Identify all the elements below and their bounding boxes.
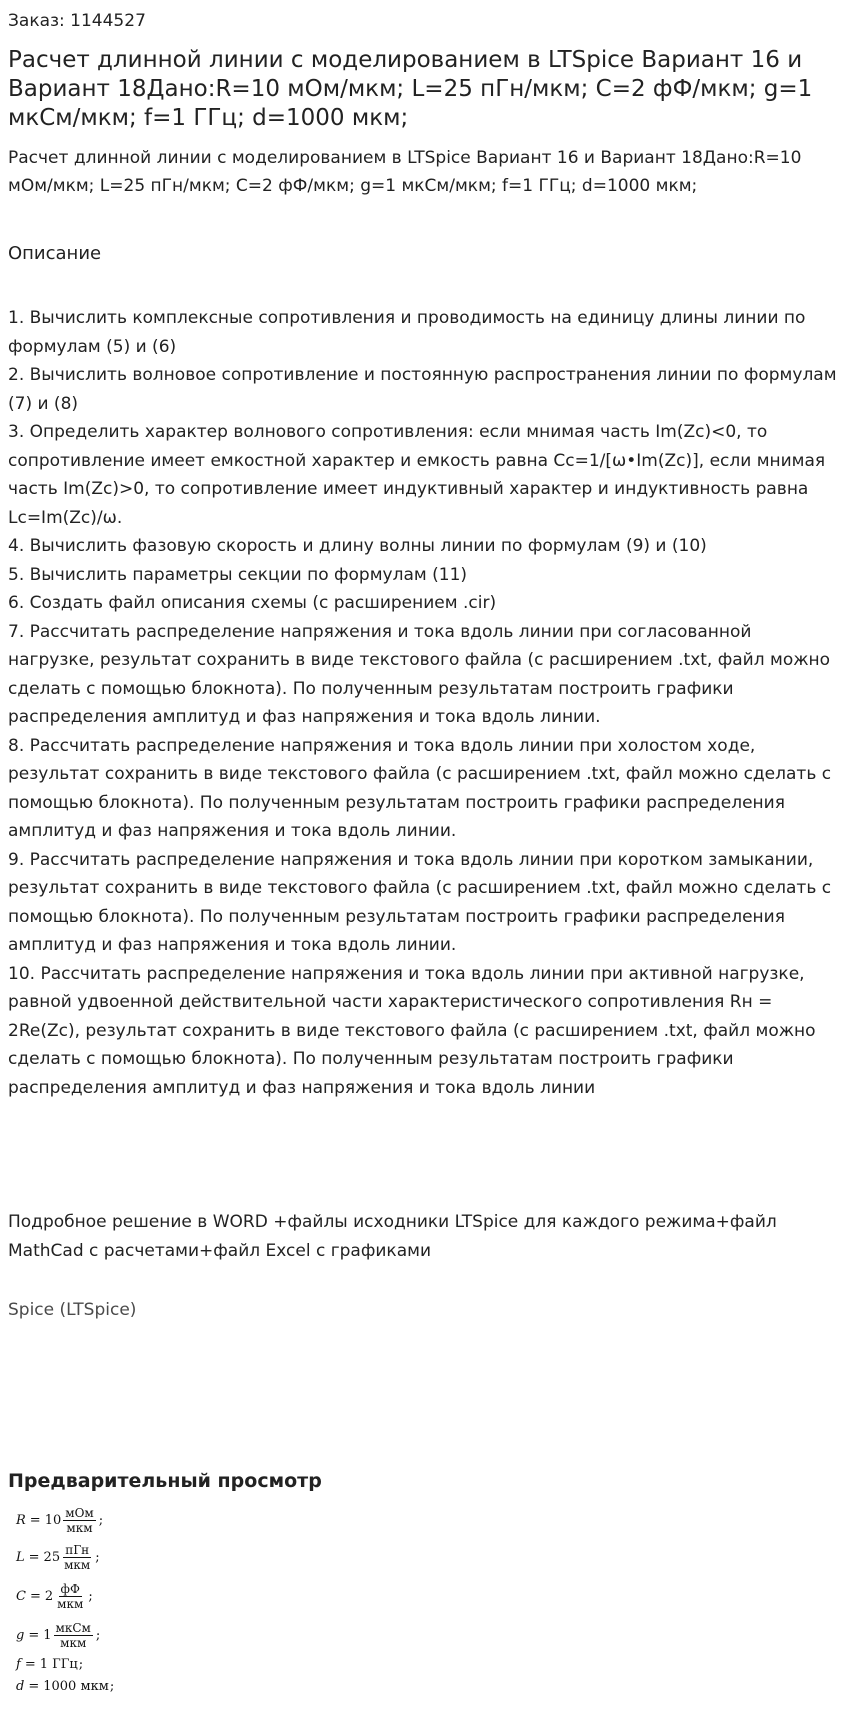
page-title: Расчет длинной линии с моделированием в LTSpice Вариант 16 и Вариант 18Дано:R=10 мОм/мкм; L=25 пГн/мкм; C=2 фФ/мкм; g=1 мкСм/мкм; f=1 ГГц; d=1000 мкм;	[8, 47, 813, 131]
semicolon: ;	[78, 1656, 84, 1672]
equals-sign: =	[29, 1512, 41, 1528]
semicolon: ;	[95, 1627, 101, 1643]
formula-f	[16, 1652, 83, 1676]
formula-d	[16, 1674, 114, 1698]
step-item: 7. Рассчитать распределение напряжения и тока вдоль линии при согласованной нагрузке, результат сохранить в виде текстового файла (с расширением .txt, файл можно сделать с помощью блокнота). По полученным результатам построить графики распределения амплитуд и фаз напряжения и тока вдоль линии.	[8, 621, 831, 727]
unit-denominator: мкм	[57, 1596, 84, 1611]
unit-numerator: мкСм	[55, 1620, 91, 1635]
formula-c	[16, 1578, 93, 1614]
step-item: 10. Рассчитать распределение напряжения и тока вдоль линии при активной нагрузке, равной удвоенной действительной части характеристического сопротивления Rн = 2Re(Zc), результат сохранить в виде текстового файла (с расширением .txt, файл можно сделать с помощью блокнота). По полученным результатам построить графики распределения амплитуд и фаз напряжения и тока вдоль линии	[8, 963, 816, 1098]
formula-variable: C	[16, 1588, 26, 1604]
preview-heading: Предварительный просмотр	[8, 1470, 322, 1492]
unit-numerator: пГн	[65, 1542, 90, 1557]
deliverables-note: Подробное решение в WORD +файлы исходники LTSpice для каждого режима+файл MathCad с расчетами+файл Excel с графиками	[8, 1212, 777, 1261]
formula-g	[16, 1617, 100, 1653]
step-item: 2. Вычислить волновое сопротивление и постоянную распространения линии по формулам (7) и (8)	[8, 365, 837, 414]
unit-denominator: мкм	[64, 1557, 91, 1572]
unit-fraction	[54, 1621, 93, 1650]
formula-variable: L	[16, 1549, 25, 1565]
unit-denominator: мкм	[66, 1520, 93, 1535]
equals-sign: =	[28, 1678, 40, 1694]
semicolon: ;	[109, 1678, 115, 1694]
formula-variable: g	[16, 1627, 25, 1643]
semicolon: ;	[95, 1549, 100, 1565]
order-number: Заказ: 1144527	[8, 11, 146, 31]
step-item: 1. Вычислить комплексные сопротивления и проводимость на единицу длины линии по формулам (5) и (6)	[8, 308, 806, 357]
equals-sign: =	[28, 1627, 40, 1643]
unit-denominator: мкм	[60, 1635, 87, 1650]
product-summary: Расчет длинной линии с моделированием в LTSpice Вариант 16 и Вариант 18Дано:R=10 мОм/мкм; L=25 пГн/мкм; C=2 фФ/мкм; g=1 мкСм/мкм; f=1 ГГц; d=1000 мкм;	[8, 148, 802, 196]
equals-sign: =	[29, 1588, 41, 1604]
formula-variable: R	[16, 1512, 26, 1528]
unit-fraction	[55, 1582, 85, 1611]
step-item: 9. Рассчитать распределение напряжения и тока вдоль линии при коротком замыкании, результат сохранить в виде текстового файла (с расширением .txt, файл можно сделать с помощью блокнота). По полученным результатам построить графики распределения амплитуд и фаз напряжения и тока вдоль линии.	[8, 849, 832, 955]
unit-fraction	[63, 1506, 96, 1535]
formula-r	[16, 1502, 103, 1538]
formula-l	[16, 1539, 100, 1575]
equals-sign: =	[24, 1656, 36, 1672]
formula-value: 2	[44, 1588, 54, 1604]
preview-image	[16, 1502, 236, 1717]
step-item: 3. Определить характер волнового сопротивления: если мнимая часть Im(Zc)<0, то сопротивление имеет емкостной характер и емкость равна Cc=1/[ω•Im(Zc)], если мнимая часть Im(Zc)>0, то сопротивление имеет индуктивный характер и индуктивность равна Lc=Im(Zc)/ω.	[8, 422, 826, 528]
step-item: 5. Вычислить параметры секции по формулам (11)	[8, 564, 468, 585]
formula-variable: d	[16, 1678, 25, 1694]
semicolon: ;	[98, 1512, 104, 1528]
step-item: 4. Вычислить фазовую скорость и длину волны линии по формулам (9) и (10)	[8, 536, 707, 556]
formula-value: 1000 мкм	[43, 1678, 109, 1694]
formula-value: 1	[43, 1627, 52, 1643]
category-tag-link[interactable]: Spice (LTSpice)	[8, 1300, 137, 1320]
formula-value: 25	[43, 1549, 61, 1565]
unit-numerator: фФ	[60, 1581, 80, 1596]
equals-sign: =	[28, 1549, 40, 1565]
step-item: 6. Создать файл описания схемы (с расширением .cir)	[8, 593, 497, 613]
formula-value: 10	[44, 1512, 62, 1528]
unit-fraction	[62, 1543, 92, 1572]
unit-numerator: мОм	[65, 1505, 94, 1520]
formula-variable: f	[16, 1656, 21, 1672]
description-heading: Описание	[8, 243, 102, 264]
semicolon: ;	[88, 1588, 93, 1604]
formula-value: 1 ГГц	[39, 1656, 78, 1672]
step-item: 8. Рассчитать распределение напряжения и тока вдоль линии при холостом ходе, результат сохранить в виде текстового файла (с расширением .txt, файл можно сделать с помощью блокнота). По полученным результатам построить графики распределения амплитуд и фаз напряжения и тока вдоль линии.	[8, 735, 832, 841]
description-steps	[8, 304, 838, 1102]
